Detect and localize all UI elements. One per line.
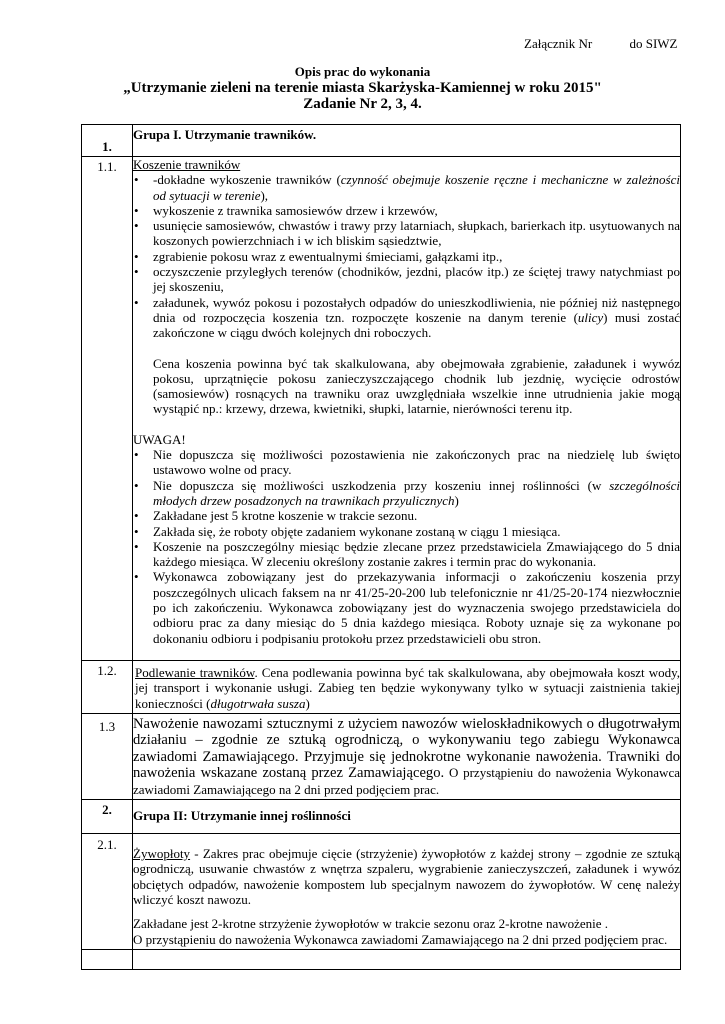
- work-description-table: [81, 124, 681, 970]
- siwz-label: do SIWZ: [629, 36, 678, 51]
- section-1-1-number: 1.1.: [82, 157, 133, 661]
- empty-content-cell: [133, 949, 681, 969]
- list-item: • usunięcie samosiewów, chwastów i trawy przy latarniach, słupkach, barierkach itp. usytuowanych na koszonych powierzchniach i w ich bliskim sąsiedztwie,: [153, 218, 680, 249]
- section-2-1-number: 2.1.: [82, 834, 133, 950]
- list-item: • zgrabienie pokosu wraz z ewentualnymi śmieciami, gałązkami itp.,: [153, 249, 680, 264]
- mowing-price-paragraph: Cena koszenia powinna być tak skalkulowana, aby obejmowała zgrabienie, załadunek i wywóz pokosu, uprzątnięcie pokosu zanieczyszczającego chodnik lub jezdnię, wycięcie odrostów (samosiewów) rosnących na trawniku oraz uwzględniała wszelkie inne utrudnienia jakie mogą wystąpić np.: krzewy, drzewa, kwietniki, słupki, latarnie, nierówności terenu itp.: [153, 355, 680, 417]
- title-line-3: Zadanie Nr 2, 3, 4.: [303, 96, 422, 112]
- list-item: • Nie dopuszcza się możliwości pozostawienia nie zakończonych prac na niedzielę lub święto ustawowo wolne od pracy.: [153, 447, 680, 478]
- mowing-list: [133, 172, 680, 340]
- group-1-row: [82, 125, 681, 157]
- hedges-frequency: Zakładane jest 2-krotne strzyżenie żywopłotów w trakcie sezonu oraz 2-krotne nawożenie .: [133, 916, 609, 932]
- group-1-number: 1.: [82, 125, 133, 157]
- empty-number-cell: [82, 949, 133, 969]
- section-1-3-number: 1.3: [82, 713, 133, 799]
- title-line-1: Opis prac do wykonania: [294, 64, 431, 79]
- list-item: • -dokładne wykoszenie trawników (czynność obejmuje koszenie ręczne i mechaniczne w zależności od sytuacji w terenie),: [153, 172, 680, 203]
- hedges-text: - Zakres prac obejmuje cięcie (strzyżenie) żywopłotów z każdej strony – zgodnie ze sztuką ogrodniczą, usuwanie chwastów z wnętrza szpaleru, wygrabienie zanieczyszczeń, załadunek i wywóz obciętych odpadów, nawożenie kompostem lub specjalnym nawozem do żywopłotów. W cenę należy wliczyć koszt nawozu.: [133, 846, 680, 907]
- section-1-3-content: [133, 713, 681, 799]
- group-2-title: Grupa II: Utrzymanie innej roślinności: [133, 800, 681, 834]
- list-item: • wykoszenie z trawnika samosiewów drzew i krzewów,: [153, 203, 680, 218]
- section-1-1-content: [133, 157, 681, 661]
- warning-heading: UWAGA!: [133, 431, 186, 447]
- hedges-heading: Żywopłoty: [133, 846, 191, 862]
- attachment-number-label: Załącznik Nr: [524, 36, 593, 51]
- list-item: • oczyszczenie przyległych terenów (chodników, jezdni, placów itp.) ze ściętej trawy natychmiast po jej skoszeniu,: [153, 264, 680, 295]
- section-2-1-content: [133, 834, 681, 950]
- hedges-notice: O przystąpieniu do nawożenia Wykonawca zawiadomi Zamawiającego na 2 dni przed podjęciem prac.: [133, 931, 668, 947]
- section-1-2-number: 1.2.: [82, 660, 133, 713]
- fertilizing-notice: O przystąpieniu do nawożenia Wykonawca zawiadomi Zamawiającego na 2 dni przed podjęciem prac.: [133, 765, 680, 797]
- section-1-3-row: [82, 713, 681, 799]
- document-title: [0, 64, 725, 112]
- watering-heading: Podlewanie trawników: [135, 664, 255, 680]
- group-2-number: 2.: [82, 800, 133, 834]
- list-item: • Wykonawca zobowiązany jest do przekazywania informacji o zakończeniu koszenia przy poszczególnych ulicach faksem na nr 41/25-20-200 lub telefonicznie nr 41/25-20-174 niezwłocznie po ich zakończeniu. Wykonawca zobowiązany jest do wyznaczenia swojego przedstawiciela do odbioru prac za dany miesiąc do 5 dnia każdego miesiąca. Roboty uznaje się za wykonane po dokonaniu odbioru i podpisaniu protokołu przez przedstawicieli obu stron.: [153, 569, 680, 645]
- section-1-2-row: [82, 660, 681, 713]
- list-item: • Zakłada się, że roboty objęte zadaniem wykonane zostaną w ciągu 1 miesiąca.: [153, 524, 680, 539]
- group-1-title: Grupa I. Utrzymanie trawników.: [133, 125, 681, 157]
- mowing-heading: Koszenie trawników: [133, 157, 241, 172]
- list-item: • załadunek, wywóz pokosu i pozostałych odpadów do unieszkodliwienia, nie później niż następnego dnia od rozpoczęcia koszenia tzn. rozpoczęte koszenie na danym terenie (ulicy) musi zostać zakończone w ciągu dwóch kolejnych dni roboczych.: [153, 295, 680, 341]
- section-2-1-row: [82, 834, 681, 950]
- warning-list: [133, 447, 680, 646]
- list-item: • Koszenie na poszczególny miesiąc będzie zlecane przez przedstawiciela Zmawiającego do 5 dnia każdego miesiąca. W zleceniu określony zostanie zakres i termin prac do wykonania.: [153, 539, 680, 570]
- attachment-header: [524, 36, 678, 51]
- list-item: • Zakładane jest 5 krotne koszenie w trakcie sezonu.: [153, 508, 680, 523]
- fertilizing-text: Nawożenie nawozami sztucznymi z użyciem nawozów wieloskładnikowych o długotrwałym działaniu – zgodnie ze sztuką ogrodniczą, o wykonywaniu tego zabiegu Wykonawca zawiadomi Zamawiającego. Przyjmuje się jednokrotne wykonanie nawożenia. Trawniki do nawożenia wskazane zostaną przez Zamawiającego.: [133, 715, 680, 782]
- list-item: • Nie dopuszcza się możliwości uszkodzenia przy koszeniu innej roślinności (w szczególności młodych drzew posadzonych na trawnikach przyulicznych): [153, 478, 680, 509]
- section-1-1-row: [82, 157, 681, 661]
- empty-row: [82, 949, 681, 969]
- group-2-row: [82, 800, 681, 834]
- section-1-2-content: Podlewanie trawników. Cena podlewania powinna być tak skalkulowana, aby obejmowała koszt wody, jej transport i wykonanie usługi. Zabieg ten będzie wykonywany tylko w sytuacji zaistnienia takiej konieczności (długotrwała susza): [133, 660, 681, 713]
- title-line-2: „Utrzymanie zieleni na terenie miasta Skarżyska-Kamiennej w roku 2015": [123, 80, 602, 96]
